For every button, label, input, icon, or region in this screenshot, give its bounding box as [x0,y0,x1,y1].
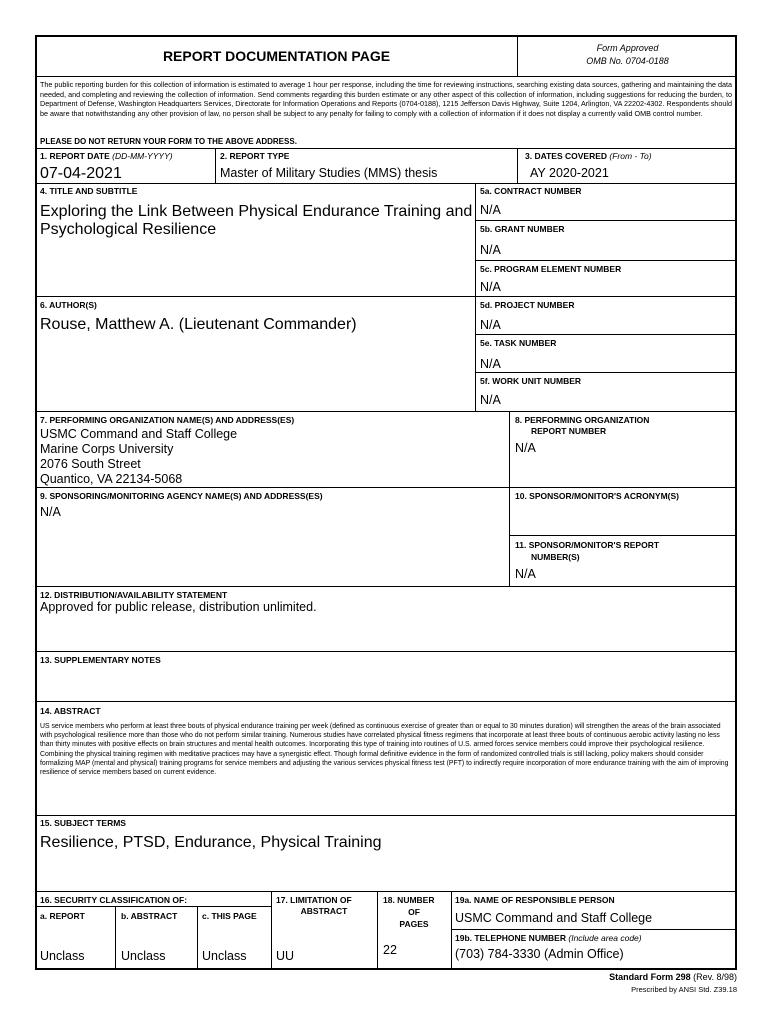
divider [451,891,452,970]
sponsor-acronym-label: 10. SPONSOR/MONITOR'S ACRONYM(S) [515,491,680,501]
subject-terms-label: 15. SUBJECT TERMS [40,818,126,828]
work-unit-value: N/A [480,393,501,407]
grant-number-value: N/A [480,243,501,257]
grant-number-label: 5b. GRANT NUMBER [480,224,565,234]
divider [215,148,216,183]
project-number-value: N/A [480,318,501,332]
form-border-bottom [35,968,737,970]
performing-org-label: 7. PERFORMING ORGANIZATION NAME(S) AND ADDRESS(ES) [40,415,295,425]
divider [115,906,116,970]
omb-number: OMB No. 0704-0188 [586,56,669,66]
program-element-label: 5c. PROGRAM ELEMENT NUMBER [480,264,622,274]
responsible-person-value: USMC Command and Staff College [455,911,653,925]
security-report-value: Unclass [40,949,85,963]
number-of-pages-label: 18. NUMBER [383,895,435,905]
divider [475,372,737,373]
divider [197,906,198,970]
security-this-page-value: Unclass [202,949,247,963]
divider [35,906,271,907]
divider [35,411,737,412]
dates-covered-label: 3. DATES COVERED (From - To) [525,151,652,161]
limitation-label: 17. LIMITATION OF [276,895,352,905]
author-value: Rouse, Matthew A. (Lieutenant Commander) [40,316,357,333]
author-label: 6. AUTHOR(S) [40,300,97,310]
sponsor-report-value: N/A [515,567,536,581]
distribution-value: Approved for public release, distribution unlimited. [40,600,317,614]
page-title: REPORT DOCUMENTATION PAGE [162,48,391,64]
program-element-value: N/A [480,280,501,294]
telephone-value: (703) 784-3330 (Admin Office) [455,947,624,961]
security-abstract-value: Unclass [121,949,166,963]
divider [35,487,737,488]
abstract-text: US service members who perform at least three bouts of physical endurance training per week (defined as continuous exercise of greater than or equal to 30 minutes duration) will strengthen the areas of the brain associated with psychological resilience more than those who do not perform similar training. Numerous studies have correlated physical fitness regimens that incorporate at least three bouts of continuous aerobic activity lasting no less than thirty minutes with positive effects on brain structures and mental health outcomes. Incorporating this type of training into routines of U.S. armed forces service members could improve their psychological resilience. Combining the physical training regimen with meditative practices may have a synergistic effect. Though formal definitive evidence in the form of randomized controlled trials is still lacking, policy makers should consider formalizing MAP (mental and physical) training programs for service members and adjusting the various services physical fitness test (PFT) to indirectly require incorporation of more endurance training with the aim of improving resilience of service members based on current evidence. [40,723,729,777]
divider [509,535,737,536]
sponsoring-agency-label: 9. SPONSORING/MONITORING AGENCY NAME(S) AND ADDRESS(ES) [40,491,323,501]
performing-org-line: Marine Corps University [40,442,174,456]
report-type-label: 2. REPORT TYPE [220,151,290,161]
divider [35,148,737,149]
telephone-label: 19b. TELEPHONE NUMBER (Include area code) [455,933,642,943]
divider [475,183,476,411]
divider [35,586,737,587]
divider [271,891,272,970]
divider [517,148,518,183]
report-date-value: 07-04-2021 [40,165,122,182]
standard-form-label: Standard Form 298 (Rev. 8/98) [609,972,737,982]
contract-number-value: N/A [480,203,501,217]
divider [377,891,378,970]
sponsor-report-label: 11. SPONSOR/MONITOR'S REPORT [515,540,660,550]
divider [475,260,737,261]
number-of-pages-value: 22 [383,943,397,957]
performing-org-report-value: N/A [515,441,536,455]
limitation-value: UU [276,949,295,963]
performing-org-report-label: 8. PERFORMING ORGANIZATION [515,415,650,425]
divider [451,929,737,930]
divider [475,334,737,335]
divider [35,815,737,816]
divider [475,220,737,221]
supplementary-notes-label: 13. SUPPLEMENTARY NOTES [40,655,161,665]
divider [35,891,737,892]
abstract-label: 14. ABSTRACT [40,706,101,716]
performing-org-report-label: REPORT NUMBER [531,426,607,436]
responsible-person-label: 19a. NAME OF RESPONSIBLE PERSON [455,895,615,905]
performing-org-line: 2076 South Street [40,457,141,471]
report-type-value: Master of Military Studies (MMS) thesis [220,166,438,180]
burden-notice: The public reporting burden for this collection of information is estimated to average 1 hour per response, including the time for reviewing instructions, searching existing data sources, gathering and maintaining the data needed, and completing and reviewing the collection of information. Send comments regarding this burden estimate or any other aspect of this collection of information, including suggestions for reducing the burden, to Department of Defense, Washington Headquarters Services, Directorate for Information Operations and Reports (0704-0188), 1215 Jefferson Davis Highway, Suite 1204, Arlington, VA 22202-4302. Respondents should be aware that notwithstanding any other provision of law, no person shall be subject to any penalty for failing to comply with a collection of information if it does not display a currently valid OMB control number. [40,80,732,118]
limitation-label: ABSTRACT [300,906,348,916]
sponsor-report-label: NUMBER(S) [531,552,580,562]
divider [35,183,737,184]
distribution-label: 12. DISTRIBUTION/AVAILABILITY STATEMENT [40,590,228,600]
form-border-right [735,35,737,970]
report-date-label: 1. REPORT DATE (DD-MM-YYYY) [40,151,173,161]
subject-terms-value: Resilience, PTSD, Endurance, Physical Training [40,834,382,851]
divider [35,701,737,702]
title-label: 4. TITLE AND SUBTITLE [40,186,138,196]
security-this-page-label: c. THIS PAGE [202,911,257,921]
sponsoring-agency-value: N/A [40,505,61,519]
do-not-return-notice: PLEASE DO NOT RETURN YOUR FORM TO THE ABOVE ADDRESS. [40,137,297,146]
performing-org-line: Quantico, VA 22134-5068 [40,472,183,486]
title-line-2: Psychological Resilience [40,221,217,238]
security-report-label: a. REPORT [40,911,85,921]
divider [509,411,510,587]
task-number-label: 5e. TASK NUMBER [480,338,557,348]
security-abstract-label: b. ABSTRACT [121,911,178,921]
title-line-1: Exploring the Link Between Physical Endurance Training and [40,203,473,220]
task-number-value: N/A [480,357,501,371]
prescribed-by-label: Prescribed by ANSI Std. Z39.18 [631,985,737,994]
work-unit-label: 5f. WORK UNIT NUMBER [480,376,582,386]
dates-covered-value: AY 2020-2021 [530,166,609,180]
divider [35,76,737,77]
security-classification-label: 16. SECURITY CLASSIFICATION OF: [40,895,188,905]
performing-org-line: USMC Command and Staff College [40,427,238,441]
number-of-pages-label: OF [408,907,420,917]
form-border-top [35,35,737,37]
project-number-label: 5d. PROJECT NUMBER [480,300,575,310]
form-border-left [35,35,37,970]
number-of-pages-label: PAGES [399,919,429,929]
form-approved-note: Form Approved [596,43,659,53]
divider [35,296,737,297]
contract-number-label: 5a. CONTRACT NUMBER [480,186,582,196]
divider [35,651,737,652]
